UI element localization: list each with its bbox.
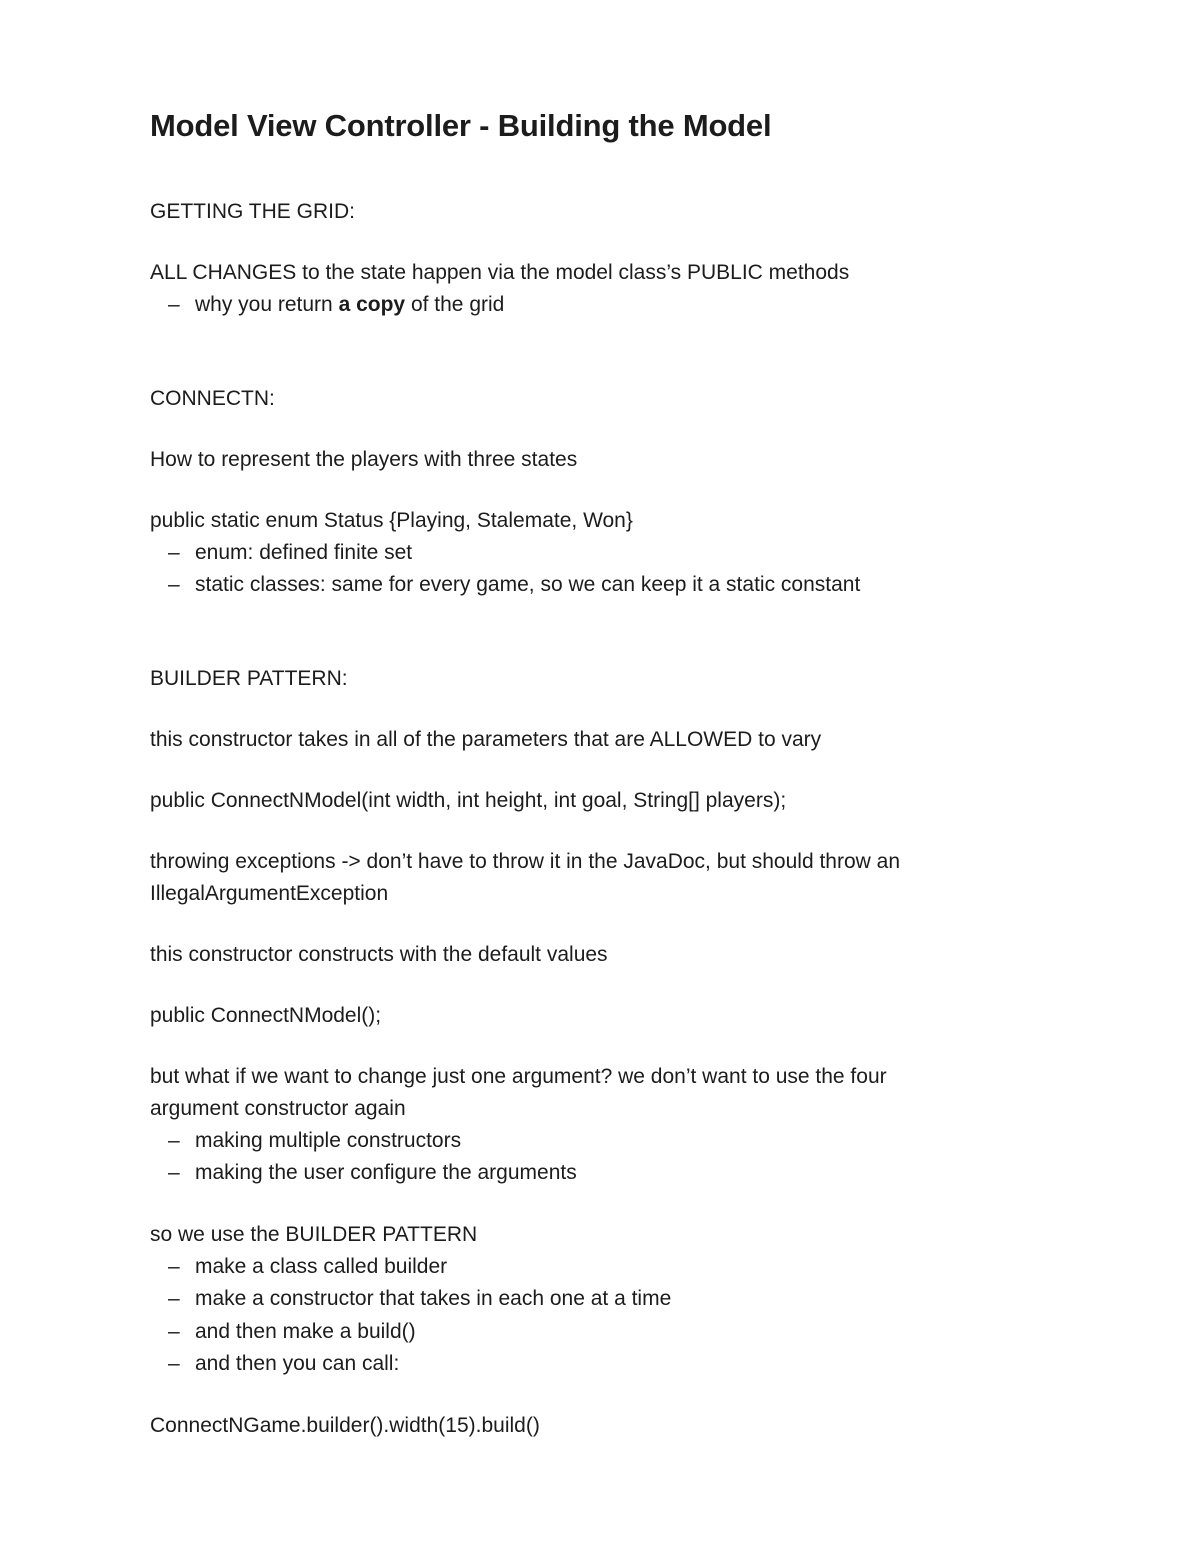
connectn-description: How to represent the players with three states — [150, 447, 578, 471]
builder-pattern-intro: so we use the BUILDER PATTERN — [150, 1222, 478, 1246]
default-constructor-description: this constructor constructs with the default values — [150, 942, 608, 966]
list-item: – and then you can call: — [150, 1348, 1050, 1381]
page-title: Model View Controller - Building the Model — [150, 108, 772, 143]
question-line-1: but what if we want to change just one argument? we don’t want to use the four — [150, 1064, 887, 1088]
section-heading-connectn: CONNECTN: — [150, 386, 275, 410]
question-line-2: argument constructor again — [150, 1096, 406, 1120]
exceptions-note-line-2: IllegalArgumentException — [150, 881, 389, 905]
builder-call-code: ConnectNGame.builder().width(15).build() — [150, 1413, 540, 1437]
question-bullet-list — [150, 1125, 1050, 1190]
constructor-code-default: public ConnectNModel(); — [150, 1003, 382, 1027]
bullet-text: of the grid — [405, 293, 505, 316]
enum-code-line: public static enum Status {Playing, Stalemate, Won} — [150, 508, 633, 532]
bullet-bold-text: a copy — [338, 293, 406, 316]
grid-bullet-list — [150, 289, 1050, 322]
enum-bullet-list — [150, 537, 1050, 602]
grid-description: ALL CHANGES to the state happen via the model class’s PUBLIC methods — [150, 261, 850, 284]
list-item: – making the user configure the arguments — [150, 1157, 1050, 1190]
list-item: – and then make a build() — [150, 1316, 1050, 1349]
list-item: – make a constructor that takes in each one at a time — [150, 1283, 1050, 1316]
list-item: – static classes: same for every game, so we can keep it a static constant — [150, 569, 1050, 602]
section-heading-grid: GETTING THE GRID: — [150, 200, 355, 223]
list-item: – making multiple constructors — [150, 1125, 1050, 1158]
document-page — [150, 106, 1050, 1442]
builder-description: this constructor takes in all of the parameters that are ALLOWED to vary — [150, 727, 822, 751]
builder-steps-list — [150, 1251, 1050, 1381]
list-item: – enum: defined finite set — [150, 537, 1050, 570]
bullet-text: why you return — [195, 293, 339, 316]
list-item — [150, 289, 1050, 322]
constructor-code-full: public ConnectNModel(int width, int height, int goal, String[] players); — [150, 788, 787, 812]
section-heading-builder: BUILDER PATTERN: — [150, 666, 348, 690]
exceptions-note-line-1: throwing exceptions -> don’t have to throw it in the JavaDoc, but should throw an — [150, 849, 901, 873]
list-item: – make a class called builder — [150, 1251, 1050, 1284]
